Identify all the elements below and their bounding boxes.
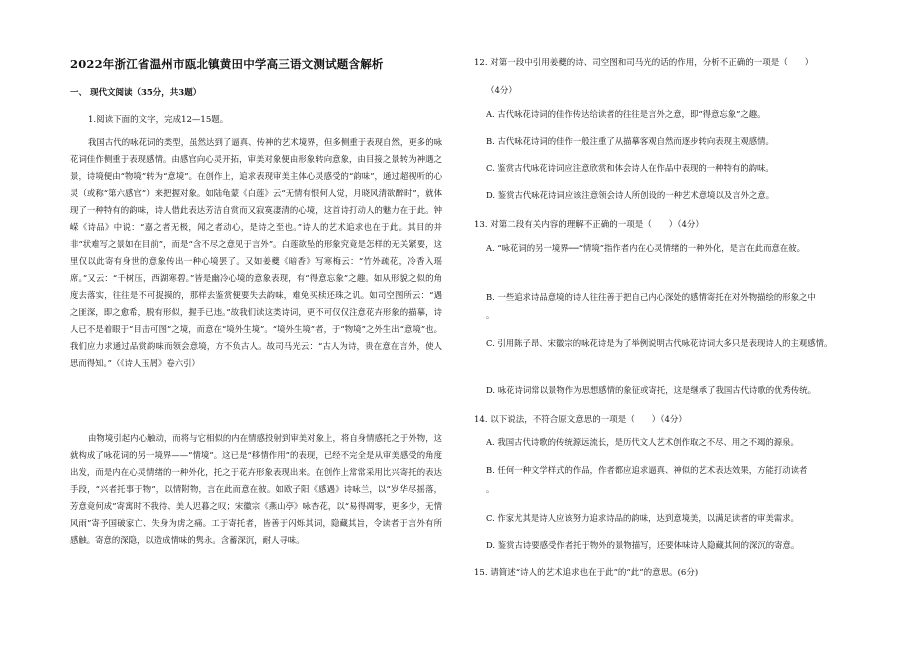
question-12-option-d: D. 鉴赏古代咏花诗词应该注意领会诗人所创设的一种艺术意境以及言外之意。	[486, 190, 775, 200]
question-12-stem: 12. 对第一段中引用姜夔的诗、司空图和司马光的话的作用，分析不正确的一项是（ ）	[474, 58, 814, 68]
page-title: 2022年浙江省温州市瓯北镇黄田中学高三语文测试题含解析	[70, 57, 384, 71]
passage-paragraph-1: 我国古代的咏花词的类型，虽然达到了逼真、传神的艺术境界，但多侧重于表现自然，更多的咏花词佳作侧重于表现感情。由感官向心灵开拓，审美对象便由形象转向意象，由目接之景转为神遇之景，诗境便由“物境”转为“意境”。在创作上，追求表现审美主体心灵感受的“韵味”，通过超视听的心灵（或称“第六感官”）来把握对象。如陆龟蒙《白莲》云“无情有恨何人觉，月晓风清欲醉时”，就体现了一种特有的韵味，诗人借此表达芳洁自赏而又寂寞凄清的心境，这首诗打动人的魅力在于此。钟嵘《诗品》中说：“嘉之者无极，闻之者动心，是诗之至也。”诗人的艺术追求也在于此。其目的并非“状难写之景如在目前”，而是“含不尽之意见于言外”。白莲欲坠的形象究竟是怎样的无关紧要，这里仅以此寄有身世的意象传出一种心境罢了。又如姜夔《暗香》写寒梅云：“竹外疏花，冷香入瑶席。”又云：“千树压，西湖寒碧。”皆是幽冷心境的意象表现，有“得意忘象”之趣。如从形貌之似的角度去落实，往往是不可捉摸的，那样去鉴赏便要失去韵味，难免买椟还珠之讥。如司空图所云：“遇之匪深，即之愈希，脱有形似，握手已违。”故我们读这类诗词，更不可仅仅注意花卉形象的描摹，诗人已不是着眼于“目击可图”之境，而意在“境外生境”。“境外生境”者，于“物境”之外生出“意境”也。我们应力求通过品赏韵味而领会意境，方不负古人。故司马光云：“古人为诗，贵在意在言外，使人思而得知。”（《诗人玉屑》卷六引）	[70, 137, 442, 368]
question-14-stem: 14. 以下说法，不符合原文意思的一项是（ ）（4分）	[474, 415, 687, 425]
question-14-option-c: C. 作家尤其是诗人应该努力追求诗品的韵味，达到意境美，以满足读者的审美需求。	[486, 513, 799, 523]
passage-paragraph-2: 由物境引起内心触动，而将与它相似的内在情感投射到审美对象上，将自身情感托之于外物，这就构成了咏花词的另一境界——“情境”。这已是“移情作用”的表现，已经不完全是从审美感受的角度出发，而是内在心灵情绪的一种外化，托之于花卉形象表现出来。在创作上常常采用比兴寄托的表达手段，“兴者托事于物”，以情附物，言在此而意在彼。如欧子阳《感遇》诗咏兰，以“岁华尽摇落，芳意竟何成”寄寓时不我待、美人迟暮之叹；宋徽宗《燕山亭》咏杏花，以“易得凋零，更多少，无情风雨”寄予国破家亡、失身为虏之痛。工于寄托者，皆善于闪烁其词，隐藏其旨，令读者于言外有所感触。寄意的深隐，以造成情味的隽永。含蓄深沉，耐人寻味。	[70, 433, 442, 545]
question-12-option-a: A. 古代咏花诗词的佳作传达给读者的往往是言外之意，即“得意忘象”之趣。	[486, 109, 766, 119]
question-12-option-b: B. 古代咏花诗词的佳作一般注重了从描摹客观自然而逐步转向表现主观感情。	[486, 136, 774, 146]
question-14-option-a: A. 我国古代诗歌的传统源远流长，是历代文人艺术创作取之不尽、用之不竭的源泉。	[486, 437, 799, 447]
reading-instruction: 1.阅读下面的文字，完成12—15题。	[88, 115, 229, 125]
question-15-stem: 15. 请简述“诗人的艺术追求也在于此”的“此”的意思。(6分)	[474, 568, 699, 578]
question-13-option-d: D. 咏花诗词常以景物作为思想感情的象征或寄托，这是继承了我国古代诗歌的优秀传统。	[486, 385, 816, 395]
question-14-option-b: B. 任何一种文学样式的作品，作者都应追求逼真、神似的艺术表达效果，方能打动读者	[486, 465, 808, 475]
question-13-option-b: B. 一些追求诗品意境的诗人往往善于把自己内心深处的感情寄托在对外物描绘的形象之中	[486, 292, 816, 302]
question-14-option-b-end: 。	[486, 485, 494, 494]
section-heading: 一、 现代文阅读（35分，共3题）	[70, 88, 202, 98]
question-13-option-a: A. “咏花词的另一境界──“情境”指作者内在心灵情绪的一种外化，是言在此而意在彼。	[486, 243, 806, 253]
question-13-stem: 13. 对第二段有关内容的理解不正确的一项是（ ）（4分）	[474, 220, 704, 230]
question-13-option-b-end: 。	[486, 311, 494, 320]
question-14-option-d: D. 鉴赏古诗要感受作者托于物外的景物描写，还要体味诗人隐藏其间的深沉的寄意。	[486, 540, 800, 550]
question-12-score: （4分）	[486, 86, 517, 96]
question-13-option-c: C. 引用陈子昂、宋徽宗的咏花诗是为了举例说明古代咏花诗词大多只是表现诗人的主观感情。	[486, 338, 833, 348]
question-12-option-c: C. 鉴赏古代咏花诗词应注意欣赏和体会诗人在作品中表现的一种特有的韵味。	[486, 163, 774, 173]
